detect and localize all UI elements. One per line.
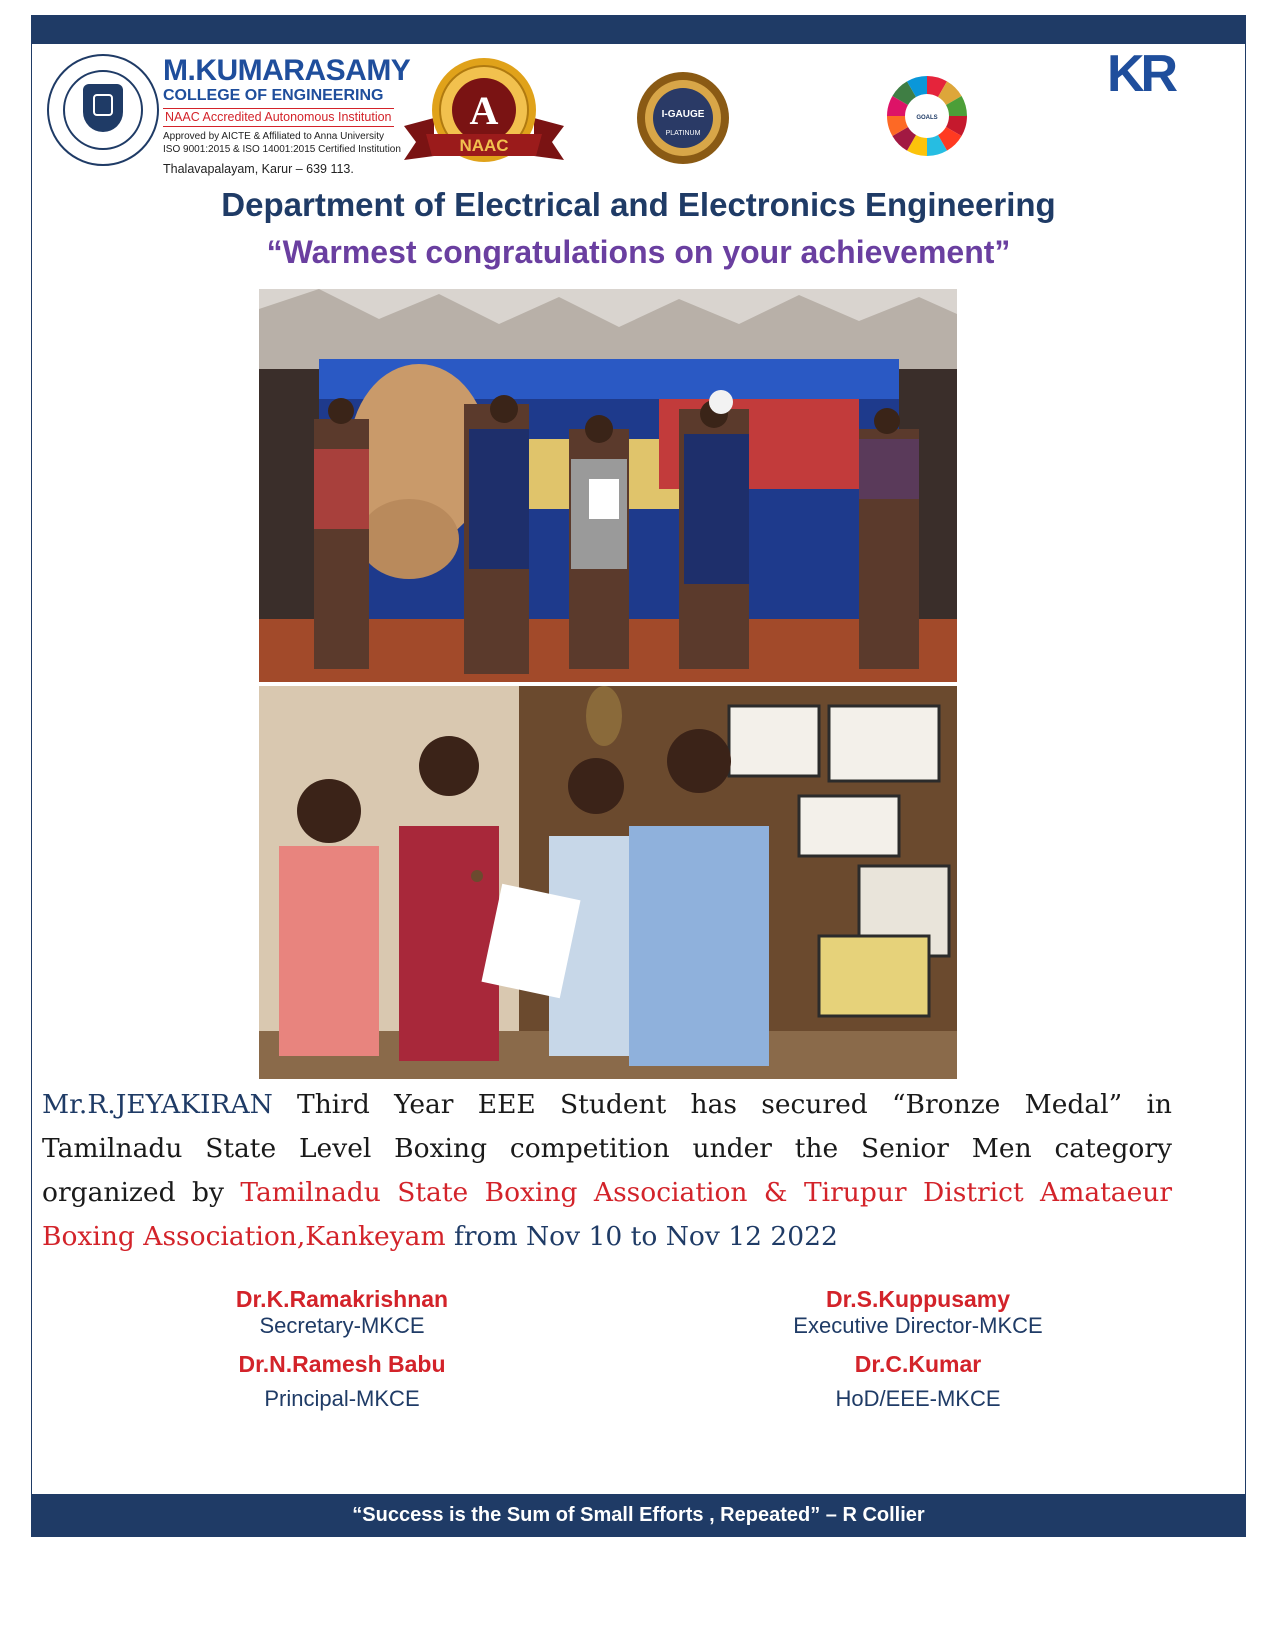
signatory-principal (152, 1351, 532, 1412)
citation-text: Third Year EEE Student has secured “Bronze Medal” in Tamilnadu State Level Boxing competition under the Senior Men category organized by (42, 1089, 1172, 1208)
kr-logo: KR (1107, 45, 1175, 103)
college-seal-logo (47, 54, 159, 166)
college-name: M.KUMARASAMY (163, 54, 411, 87)
event-dates: from Nov 10 to Nov 12 2022 (445, 1221, 838, 1252)
college-subtitle: COLLEGE OF ENGINEERING (163, 87, 384, 104)
award-ceremony-photo (259, 289, 957, 682)
department-title: Department of Electrical and Electronics Engineering (221, 186, 1056, 223)
signatory-hod (728, 1351, 1108, 1412)
signatory-name: Dr.C.Kumar (854, 1351, 982, 1377)
approval-line: Approved by AICTE & Affiliated to Anna University (163, 131, 385, 142)
signatory-executive-director (728, 1286, 1108, 1339)
congratulations-heading: “Warmest congratulations on your achievement” (266, 234, 1011, 270)
iso-line: ISO 9001:2015 & ISO 14001:2015 Certified Institution (163, 144, 401, 155)
address-line: Thalavapalayam, Karur – 639 113. (163, 162, 354, 176)
student-name: Mr.R.JEYAKIRAN (42, 1089, 273, 1120)
naac-grade-text: A (469, 88, 499, 133)
signatory-secretary (152, 1286, 532, 1339)
signatory-name: Dr.N.Ramesh Babu (238, 1351, 446, 1377)
naac-grade-a-badge (404, 56, 564, 174)
signatory-role: Executive Director-MKCE (793, 1313, 1043, 1338)
sdg-wheel-logo (885, 74, 969, 158)
poster-frame (31, 15, 1246, 1537)
iguage-platinum-badge (636, 71, 730, 165)
certificate-presentation-photo (259, 686, 957, 1079)
organizer-text: Tamilnadu State Boxing Association & Tirupur District Amataeur Boxing Association,Kankeyam (42, 1177, 1172, 1252)
naac-label-text: NAAC (459, 136, 509, 155)
signatory-name: Dr.S.Kuppusamy (825, 1286, 1011, 1312)
footer-quote: “Success is the Sum of Small Efforts , Repeated” – R Collier (32, 1494, 1245, 1536)
accreditation-line: NAAC Accredited Autonomous Institution (163, 108, 394, 127)
iguage-label: I-GAUGE (661, 109, 705, 120)
signatory-role: Secretary-MKCE (259, 1313, 425, 1338)
signatory-role: HoD/EEE-MKCE (835, 1386, 1001, 1411)
signatory-role: Principal-MKCE (264, 1386, 420, 1411)
iguage-tier: PLATINUM (665, 130, 701, 137)
svg-text:GOALS: GOALS (916, 115, 938, 121)
achievement-citation (42, 1083, 1172, 1259)
signatory-name: Dr.K.Ramakrishnan (235, 1286, 449, 1312)
top-bar (32, 16, 1245, 44)
college-name-block (163, 56, 410, 176)
